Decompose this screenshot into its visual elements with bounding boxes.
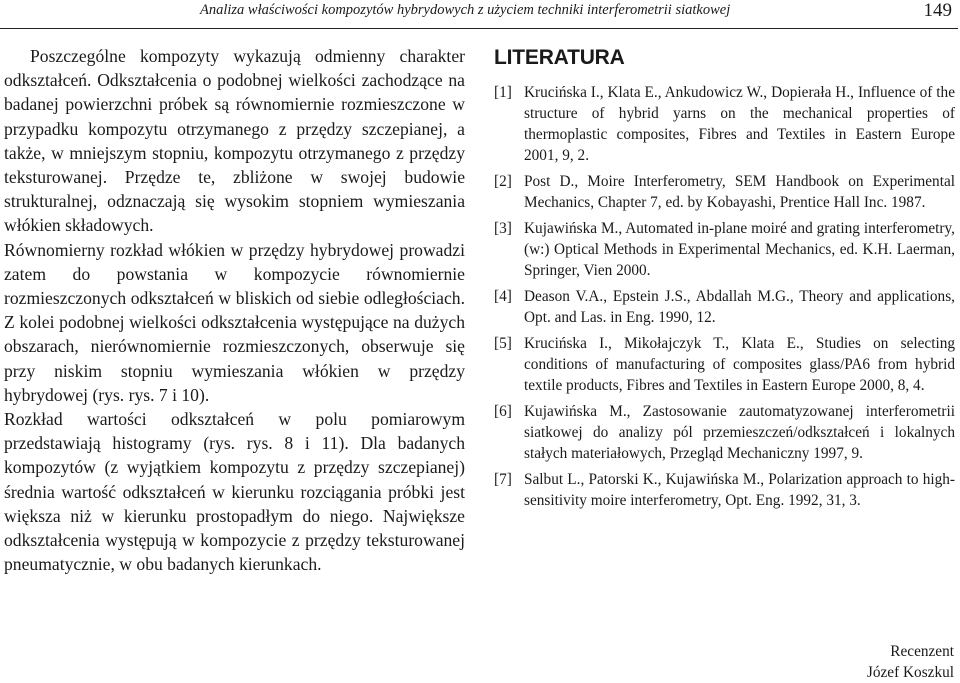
reference-text: Post D., Moire Interferometry, SEM Handbook on Experimental Mechanics, Chapter 7, ed. by Kobayashi, Prentice Hall Inc. 1987. [524, 173, 955, 211]
reference-item [494, 286, 955, 328]
reference-number: [3] [494, 220, 512, 237]
reference-list [494, 82, 955, 511]
running-title: Analiza właściwości kompozytów hybrydowych z użyciem techniki interferometrii siatkowej [200, 2, 731, 18]
reference-text: Kujawińska M., Zastosowanie zautomatyzowanej interferometrii siatkowej do analizy pól przemieszczeń/odkształceń i lokalnych stałych materiałowych, Przegląd Mechaniczny 1997, 9. [524, 403, 955, 462]
reference-number: [2] [494, 173, 512, 190]
reference-number: [7] [494, 471, 512, 488]
body-paragraph: Poszczególne kompozyty wykazują odmienny charakter odkształceń. Odkształcenia o podobnej wielkości zachodzące na badanej powierzchni próbek są równomiernie rozmieszczone w przypadku kompozytu otrzymanego z przędzy szczepianej, a także, w mniejszym stopniu, kompozytu otrzymanego z przędzy teksturowanej. Przędze te, zbliżone w swojej budowie strukturalnej, odznaczają się wysokim stopniem wymieszania włókien składowych. [4, 46, 465, 236]
reference-text: Deason V.A., Epstein J.S., Abdallah M.G., Theory and applications, Opt. and Las. in Eng. 1990, 12. [524, 288, 955, 326]
body-paragraph: Rozkład wartości odkształceń w polu pomiarowym przedstawiają histogramy (rys. rys. 8 i 11). Dla badanych kompozytów (z wyjątkiem kompozytu z przędzy szczepianej) średnia wartość odkształceń w kierunku rozciągania próbki jest większa niż w kierunku prostopadłym do niego. Największe odkształcenia występują w kompozycie z przędzy teksturowanej pneumatycznie, w obu badanych kierunkach. [4, 409, 465, 575]
reference-item [494, 218, 955, 281]
references-heading: LITERATURA [494, 46, 625, 69]
reference-text: Krucińska I., Mikołajczyk T., Klata E., Studies on selecting conditions of manufacturing of composites glass/PA6 from hybrid textile products, Fibres and Textiles in Eastern Europe 2000, 8, 4. [524, 335, 955, 394]
references-column [494, 44, 955, 516]
reference-text: Krucińska I., Klata E., Ankudowicz W., Dopierała H., Influence of the structure of hybrid yarns on the mechanical properties of thermoplastic composites, Fibres and Textiles in Eastern Europe 2001, 9, 2. [524, 84, 955, 164]
reviewer-label: Recenzent [890, 643, 954, 660]
page-number: 149 [923, 0, 952, 21]
body-text-column [4, 44, 465, 576]
page-header [0, 0, 958, 29]
reference-item [494, 171, 955, 213]
reference-item [494, 82, 955, 166]
reference-text: Kujawińska M., Automated in-plane moiré and grating interferometry, (w:) Optical Methods in Experimental Mechanics, ed. K.H. Laerman, Springer, Vien 2000. [524, 220, 955, 279]
body-paragraph: Równomierny rozkład włókien w przędzy hybrydowej prowadzi zatem do powstania w kompozycie równomiernie rozmieszczonych odkształceń w bliskich od siebie odległościach. Z kolei podobnej wielkości odkształcenia występujące na dużych obszarach, nierównomiernie rozmieszczonych, obserwuje się przy niskim stopniu wymieszania włókien w przędzy hybrydowej (rys. rys. 7 i 10). [4, 239, 465, 405]
reviewer-block [867, 641, 954, 683]
reviewer-name: Józef Koszkul [866, 664, 954, 681]
reference-number: [6] [494, 403, 512, 420]
reference-number: [4] [494, 288, 512, 305]
reference-text: Salbut L., Patorski K., Kujawińska M., Polarization approach to high-sensitivity moire interferometry, Opt. Eng. 1992, 31, 3. [524, 471, 955, 509]
reference-number: [1] [494, 84, 512, 101]
reference-number: [5] [494, 335, 512, 352]
reference-item [494, 469, 955, 511]
reference-item [494, 401, 955, 464]
reference-item [494, 333, 955, 396]
